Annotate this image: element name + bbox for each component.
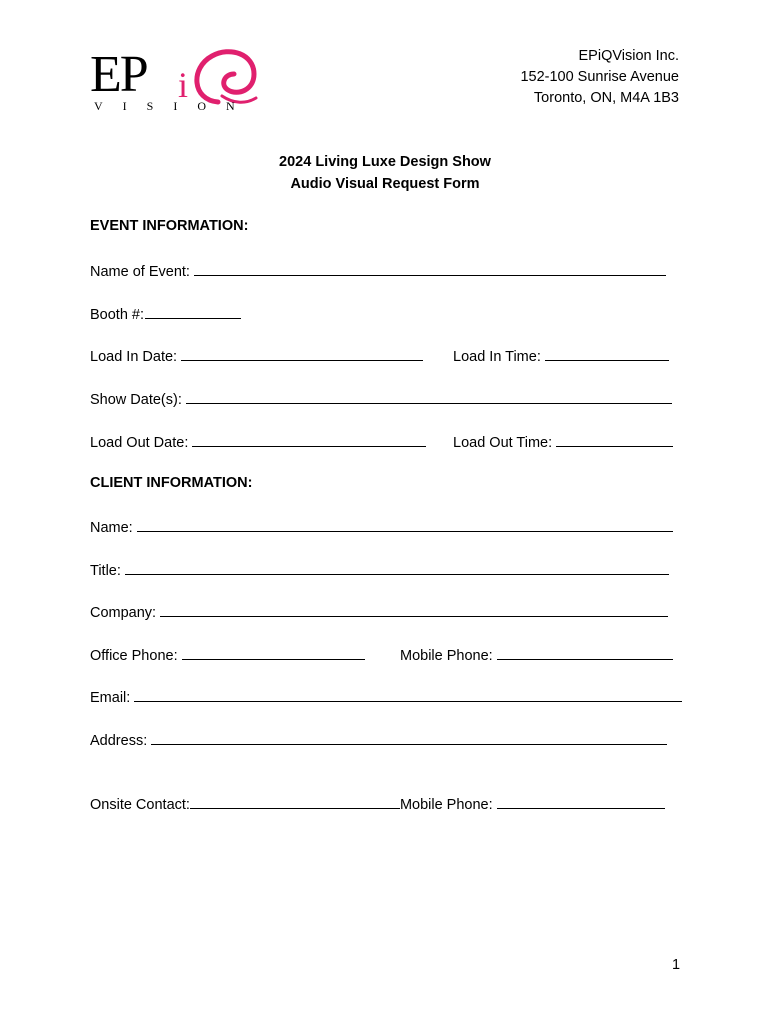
onsite-contact-label: Onsite Contact: xyxy=(90,797,190,813)
client-company-field[interactable] xyxy=(160,602,668,617)
logo-vision-text: VISION xyxy=(94,99,255,113)
load-out-date-label: Load Out Date: xyxy=(90,435,189,451)
client-title-label: Title: xyxy=(90,563,121,579)
company-city: Toronto, ON, M4A 1B3 xyxy=(533,90,679,106)
load-out-time-row xyxy=(453,432,673,451)
office-phone-field[interactable] xyxy=(182,645,365,660)
show-dates-field[interactable] xyxy=(186,389,672,404)
event-information-heading: EVENT INFORMATION: xyxy=(90,218,249,234)
client-company-label: Company: xyxy=(90,605,157,621)
load-out-date-row xyxy=(90,432,426,451)
logo-ep-text: EP xyxy=(90,46,147,103)
email-row xyxy=(90,687,682,706)
load-in-time-field[interactable] xyxy=(545,346,669,361)
email-field[interactable] xyxy=(134,687,682,702)
onsite-mobile-phone-label: Mobile Phone: xyxy=(399,797,493,813)
epiqvision-logo xyxy=(88,44,268,116)
name-of-event-label: Name of Event: xyxy=(90,264,190,280)
booth-label: Booth #: xyxy=(90,307,145,323)
name-of-event-row xyxy=(90,261,666,280)
mobile-phone-row xyxy=(400,645,673,664)
client-information-heading: CLIENT INFORMATION: xyxy=(90,475,253,491)
mobile-phone-field[interactable] xyxy=(497,645,673,660)
load-in-time-label: Load In Time: xyxy=(453,349,541,365)
form-subtitle: Audio Visual Request Form xyxy=(290,175,480,192)
company-street: 152-100 Sunrise Avenue xyxy=(520,69,679,85)
company-address xyxy=(520,46,679,109)
mobile-phone-label: Mobile Phone: xyxy=(400,648,493,664)
client-name-label: Name: xyxy=(90,520,133,536)
load-in-date-row xyxy=(90,346,423,365)
booth-row xyxy=(90,304,241,323)
page-number: 1 xyxy=(672,957,681,973)
load-in-date-label: Load In Date: xyxy=(90,349,178,365)
booth-field[interactable] xyxy=(145,304,241,319)
email-label: Email: xyxy=(90,690,131,706)
onsite-mobile-phone-field[interactable] xyxy=(497,794,665,809)
client-title-row xyxy=(90,560,669,579)
load-in-date-field[interactable] xyxy=(181,346,423,361)
load-out-time-field[interactable] xyxy=(556,432,673,447)
load-out-time-label: Load Out Time: xyxy=(453,435,553,451)
name-of-event-field[interactable] xyxy=(194,261,666,276)
form-title-block xyxy=(0,152,770,195)
address-field[interactable] xyxy=(151,730,667,745)
client-name-field[interactable] xyxy=(137,517,673,532)
show-dates-row xyxy=(90,389,672,408)
address-label: Address: xyxy=(90,733,148,749)
client-title-field[interactable] xyxy=(125,560,669,575)
logo-i-text: i xyxy=(178,65,189,105)
form-title: 2024 Living Luxe Design Show xyxy=(279,154,491,170)
show-dates-label: Show Date(s): xyxy=(90,392,182,408)
company-name: EPiQVision Inc. xyxy=(578,48,679,64)
load-out-date-field[interactable] xyxy=(192,432,426,447)
office-phone-label: Office Phone: xyxy=(90,648,178,664)
onsite-contact-row xyxy=(90,794,665,813)
address-row xyxy=(90,730,667,749)
load-in-time-row xyxy=(453,346,669,365)
onsite-contact-field[interactable] xyxy=(190,794,400,809)
office-phone-row xyxy=(90,645,365,664)
client-company-row xyxy=(90,602,668,621)
client-name-row xyxy=(90,517,673,536)
